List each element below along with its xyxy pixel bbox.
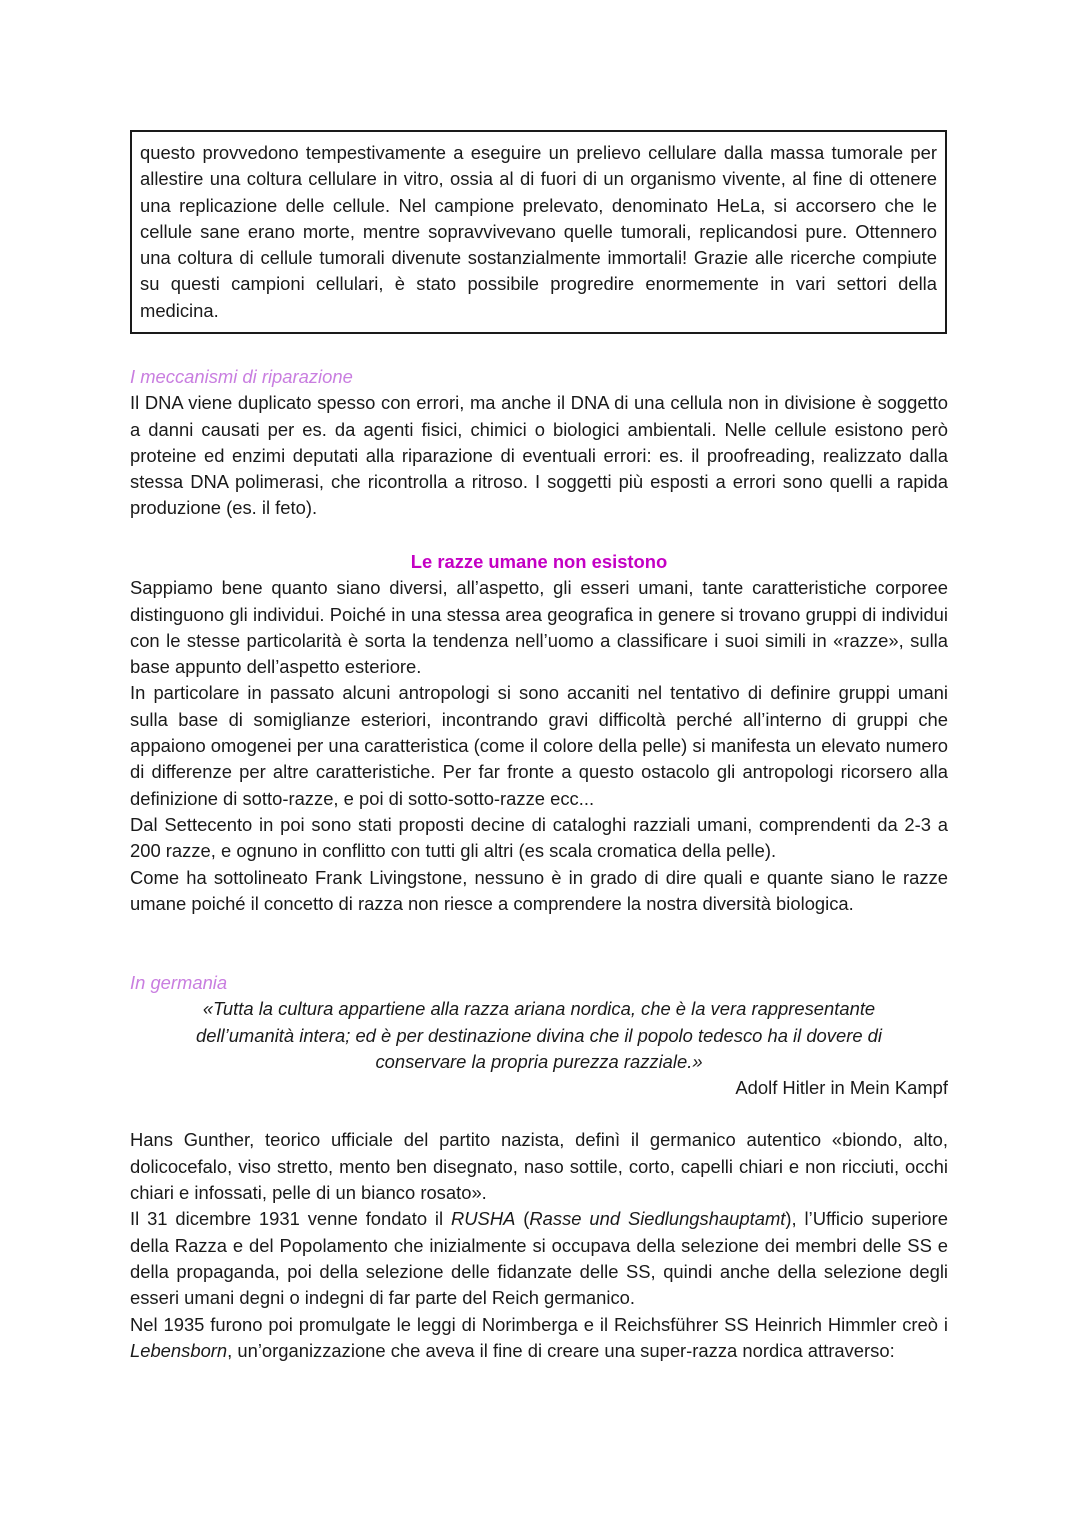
rusha-text-a: Il 31 dicembre 1931 venne fondato il [130, 1208, 451, 1230]
races-paragraph-3: Dal Settecento in poi sono stati proposti decine di cataloghi razziali umani, comprendenti da 2-3 a 200 razze, e ognuno in conflitto con tutti gli altri (es scala cromatica della pelle). [130, 813, 948, 862]
rusha-paragraph [130, 1206, 948, 1311]
hela-text-box [130, 130, 947, 334]
repair-paragraph: Il DNA viene duplicato spesso con errori, ma anche il DNA di una cellula non in divisione è soggetto a danni causati per es. da agenti fisici, chimici o biologici ambientali. Nelle cellule esistono però proteine ed enzimi deputati alla riparazione di eventuali errori: es. il proofreading, realizzato dalla stessa DNA polimerasi, che ricontrolla a ritroso. I soggetti più esposti a errori sono quelli a rapida produzione (es. il feto). [130, 392, 948, 519]
lebensborn-paragraph [130, 1312, 948, 1365]
rusha-acronym: RUSHA [450, 1208, 516, 1230]
rusha-fullname: Rasse und Siedlungshauptamt [529, 1208, 786, 1230]
repair-section [130, 364, 948, 522]
rusha-text-b: ( [515, 1208, 530, 1230]
repair-heading: I meccanismi di riparazione [130, 366, 353, 387]
gunther-paragraph: Hans Gunther, teorico ufficiale del partito nazista, definì il germanico autentico «biondo, alto, dolicocefalo, viso stretto, mento ben disegnato, naso sottile, corto, capelli chiari e non ricciuti, occhi chiari e infossati, pelle di un bianco rosato». [130, 1129, 948, 1204]
races-paragraph-4: Come ha sottolineato Frank Livingstone, nessuno è in grado di dire quali e quante siano le razze umane poiché il concetto di razza non riesce a comprendere la nostra diversità biologica. [130, 866, 948, 914]
hela-paragraph: questo provvedono tempestivamente a eseguire un prelievo cellulare dalla massa tumorale per allestire una coltura cellulare in vitro, ossia al di fuori di un organismo vivente, al fine di ottenere una replicazione delle cellule. Nel campione prelevato, denominato HeLa, si accorsero che le cellule sane erano morte, mentre sopravvivevano quelle tumorali, replicandosi pure. Ottennero una coltura di cellule tumorali divenute sostanzialmente immortali! Grazie alle ricerche compiute su questi campioni cellulari, è stato possibile progredire enormemente in vari settori della medicina. [140, 142, 937, 321]
germany-heading: In germania [130, 972, 228, 993]
races-paragraph-2: In particolare in passato alcuni antropologi si sono accaniti nel tentativo di definire gruppi umani sulla base di somiglianze esteriori, incontrando gravi difficoltà perché all’interno di gruppi che appaiono omogenei per una caratteristica (come il colore della pelle) si manifesta un elevato numero di differenze per altre caratteristiche. Per far fronte a questo ostacolo gli antropologi ricorsero alla definizione di sotto-razze, e poi di sotto-sotto-razze ecc... [130, 682, 948, 809]
races-section [130, 549, 948, 917]
quote-author: Adolf Hitler in Mein Kampf [735, 1077, 948, 1099]
rusha-text-c: ), l’Ufficio superiore della Razza e del Popolamento che inizialmente si occupava della selezione dei membri delle SS e della propaganda, poi della selezione delle fidanzate delle SS, quindi anche della selezione degli esseri umani degni o indegni di far parte del Reich germanico. [130, 1208, 949, 1309]
races-title: Le razze umane non esistono [410, 551, 668, 572]
lebensborn-text-b: , un’organizzazione che aveva il fine di creare una super-razza nordica attraverso: [227, 1339, 895, 1361]
lebensborn-term: Lebensborn [130, 1339, 228, 1361]
hitler-quote: «Tutta la cultura appartiene alla razza ariana nordica, che è la vera rappresentante dell’umanità intera; ed è per destinazione divina che il popolo tedesco ha il dovere di conservare la propria purezza razziale.» [195, 998, 882, 1072]
lebensborn-text-a: Nel 1935 furono poi promulgate le leggi di Norimberga e il Reichsführer SS Heinrich Himmler creò i [130, 1313, 948, 1335]
germany-section [130, 970, 948, 1364]
races-paragraph-1: Sappiamo bene quanto siano diversi, all’aspetto, gli esseri umani, tante caratteristiche corporee distinguono gli individui. Poiché in una stessa area geografica in genere si trovano gruppi di individui con le stesse particolarità è sorta la tendenza nell’uomo a classificare i suoi simili in «razze», sulla base appunto dell’aspetto esteriore. [130, 577, 948, 678]
